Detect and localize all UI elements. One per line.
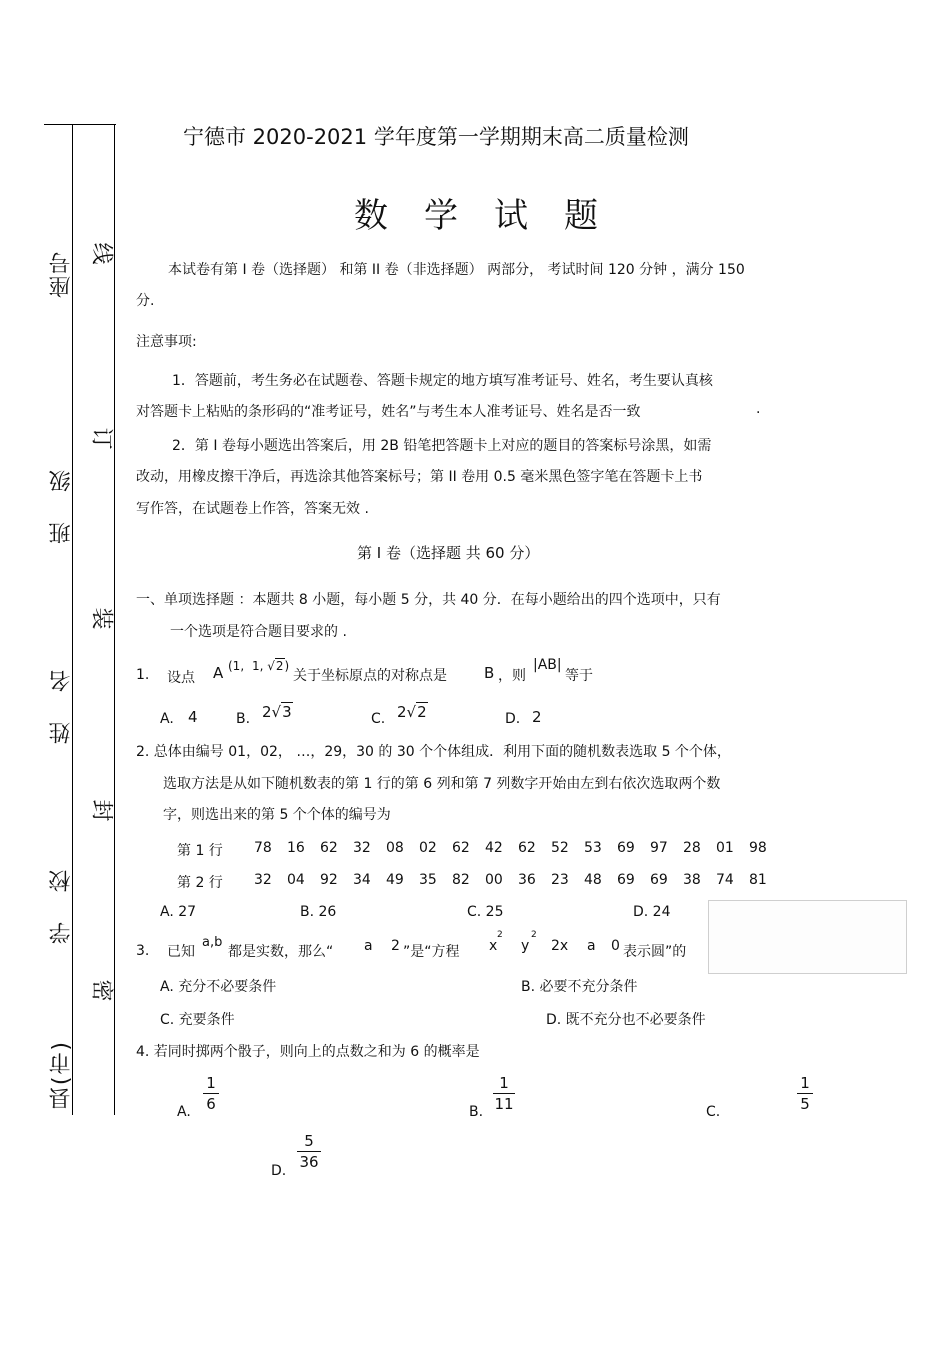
subject-title: 数学试题: [354, 196, 634, 236]
school-label: 学校: [49, 840, 74, 944]
county-label: 县(市): [49, 1040, 74, 1110]
q1-option-c-sqrt: √2: [406, 703, 427, 721]
random-table-row-1: [254, 840, 782, 856]
fraction-bar: [797, 1093, 813, 1094]
q4-line: 4. 若同时掷两个骰子，则向上的点数之和为 6 的概率是: [136, 1044, 480, 1060]
q1-option-d-label: D.: [505, 711, 521, 727]
q1-option-c-value: [397, 703, 428, 721]
margin-top-line: [44, 124, 116, 125]
q3-cond-2: 2: [391, 938, 400, 954]
q4-option-a-fraction: [203, 1074, 219, 1113]
r1-c5: 08: [386, 840, 404, 856]
q1-option-b-root: 3: [282, 703, 292, 721]
q2-option-d: D. 24: [633, 904, 671, 920]
q3-option-a: A. 充分不必要条件: [160, 979, 277, 995]
q1-option-c-label: C.: [371, 711, 386, 727]
q2-line-3: 字，则选出来的第 5 个个体的编号为: [163, 807, 391, 823]
r2-c15: 74: [716, 872, 734, 888]
fraction-bar: [297, 1151, 321, 1152]
r2-c14: 38: [683, 872, 701, 888]
notice-item-1-end: .: [756, 401, 761, 417]
q3-option-d: D. 既不充分也不必要条件: [546, 1012, 706, 1028]
name-label: 姓名: [49, 640, 74, 744]
part1-line-2: 一个选项是符合题目要求的 .: [170, 624, 347, 640]
random-table-row-2-label: 第 2 行: [177, 875, 223, 891]
q3-text-3: 表示圆”的: [623, 944, 687, 960]
random-table-row-2: [254, 872, 782, 888]
q4-c-den: 5: [800, 1095, 810, 1113]
fraction-bar: [493, 1093, 515, 1094]
r1-c9: 62: [518, 840, 536, 856]
q4-option-a-label: A.: [177, 1104, 191, 1120]
q1-option-a-label: A.: [160, 711, 174, 727]
r1-c12: 69: [617, 840, 635, 856]
q3-term: 2x: [551, 938, 569, 954]
q4-d-den: 36: [299, 1153, 319, 1171]
q3-pre: 已知: [167, 944, 195, 960]
q3-option-b: B. 必要不充分条件: [521, 979, 638, 995]
r2-c5: 49: [386, 872, 404, 888]
q1-option-b-value: [262, 703, 293, 721]
q4-option-d-label: D.: [271, 1163, 287, 1179]
q3-number: 3.: [136, 943, 150, 959]
q1-coords-a: (1,: [228, 659, 245, 673]
q1-coords-close: ): [284, 659, 290, 673]
margin-mark-seal: 封: [88, 799, 114, 822]
class-label: 班级: [49, 440, 74, 544]
q3-text-1: 都是实数，那么“: [228, 944, 334, 960]
r1-c11: 53: [584, 840, 602, 856]
section-heading: 第 I 卷（选择题 共 60 分）: [357, 544, 540, 562]
q1-point-a: A: [213, 664, 224, 682]
q1-coords-b: 1,: [251, 659, 264, 673]
r2-c11: 48: [584, 872, 602, 888]
intro-line-1: 本试卷有第 I 卷（选择题） 和第 II 卷（非选择题） 两部分， 考试时间 120 分钟 ，满分 150: [168, 262, 745, 278]
q3-option-c: C. 充要条件: [160, 1012, 235, 1028]
r2-c16: 81: [749, 872, 767, 888]
r1-c10: 52: [551, 840, 569, 856]
q2-option-a: A. 27: [160, 904, 197, 920]
q4-option-d-fraction: [297, 1132, 321, 1171]
q1-pre: 设点: [167, 670, 195, 686]
q1-ab: AB: [537, 657, 557, 673]
q3-y-exp: 2: [531, 930, 537, 940]
exam-title: 宁德市 2020-2021 学年度第一学期期末高二质量检测: [183, 125, 689, 149]
r1-c2: 16: [287, 840, 305, 856]
r1-c4: 32: [353, 840, 371, 856]
faint-watermark-box: [708, 900, 907, 974]
q2-option-b: B. 26: [300, 904, 337, 920]
r1-c16: 98: [749, 840, 767, 856]
q3-a: a: [587, 938, 596, 954]
margin-mark-line: 线: [88, 242, 114, 265]
q1-ab-abs: |AB|: [533, 657, 562, 673]
q4-a-num: 1: [206, 1074, 216, 1092]
q1-option-b-coef: 2: [262, 703, 272, 721]
q2-line-1: 2. 总体由编号 01，02， …，29，30 的 30 个个体组成．利用下面的随机数表选取 5 个个体，: [136, 744, 731, 760]
q1-option-a-value: 4: [188, 708, 198, 726]
r1-c1: 78: [254, 840, 272, 856]
q3-cond-a: a: [364, 938, 373, 954]
q1-number: 1.: [136, 667, 150, 683]
notice-item-2-line-3: 写作答，在试题卷上作答，答案无效 .: [136, 501, 369, 517]
notice-item-2-line-1: 2．第 I 卷每小题选出答案后，用 2B 铅笔把答题卡上对应的题目的答案标号涂黑，如需: [172, 438, 712, 454]
intro-line-2: 分.: [136, 293, 155, 309]
q1-coords-root: 2: [275, 659, 284, 673]
q4-option-c-label: C.: [706, 1104, 721, 1120]
r1-c6: 02: [419, 840, 437, 856]
notice-item-2-line-2: 改动，用橡皮擦干净后，再选涂其他答案标号；第 II 卷用 0.5 毫米黑色签字笔在答题卡上书: [136, 469, 703, 485]
q1-option-c-coef: 2: [397, 703, 407, 721]
random-table-row-1-label: 第 1 行: [177, 843, 223, 859]
margin-mark-mount: 装: [88, 607, 114, 630]
notice-item-1-line-1: 1．答题前，考生务必在试题卷、答题卡规定的地方填写准考证号、姓名，考生要认真核: [172, 373, 713, 389]
r2-c2: 04: [287, 872, 305, 888]
r1-c8: 42: [485, 840, 503, 856]
r1-c14: 28: [683, 840, 701, 856]
q1-option-b-sqrt: √3: [271, 703, 292, 721]
margin-mark-secret: 密: [88, 979, 114, 1002]
r2-c4: 34: [353, 872, 371, 888]
margin-mark-bind: 订: [88, 427, 114, 450]
q1-option-d-value: 2: [532, 708, 542, 726]
q1-point-b: B: [484, 664, 495, 682]
r2-c13: 69: [650, 872, 668, 888]
notice-item-1-line-2: 对答题卡上粘贴的条形码的“准考证号，姓名”与考生本人准考证号、姓名是否一致: [136, 404, 641, 420]
q1-option-c-root: 2: [417, 703, 427, 721]
q4-option-b-label: B.: [469, 1104, 484, 1120]
r2-c1: 32: [254, 872, 272, 888]
q1-coords: [228, 659, 289, 673]
r1-c15: 01: [716, 840, 734, 856]
q3-x: x: [489, 938, 498, 954]
q2-line-2: 选取方法是从如下随机数表的第 1 行的第 6 列和第 7 列数字开始由左到右依次选取两个数: [163, 776, 721, 792]
q4-d-num: 5: [304, 1132, 314, 1150]
q1-then: ，则: [498, 668, 526, 684]
part1-line-1: 一、单项选择题 ：本题共 8 小题，每小题 5 分，共 40 分．在每小题给出的四个选项中，只有: [136, 592, 721, 608]
q1-coords-sqrt: √2: [267, 659, 284, 673]
r2-c6: 35: [419, 872, 437, 888]
r1-c3: 62: [320, 840, 338, 856]
r1-c13: 97: [650, 840, 668, 856]
r2-c3: 92: [320, 872, 338, 888]
q4-option-c-fraction: [797, 1074, 813, 1113]
r1-c7: 62: [452, 840, 470, 856]
r2-c7: 82: [452, 872, 470, 888]
seat-label: 座号: [49, 250, 74, 298]
q4-option-b-fraction: [493, 1074, 515, 1113]
q4-a-den: 6: [206, 1095, 216, 1113]
r2-c10: 23: [551, 872, 569, 888]
r2-c8: 00: [485, 872, 503, 888]
q2-option-c: C. 25: [467, 904, 504, 920]
q3-y: y: [521, 938, 530, 954]
r2-c9: 36: [518, 872, 536, 888]
q3-x-exp: 2: [497, 930, 503, 940]
q1-post: 等于: [565, 668, 593, 684]
notice-heading: 注意事项:: [136, 334, 197, 350]
fraction-bar: [203, 1093, 219, 1094]
q3-zero: 0: [611, 938, 620, 954]
q4-b-den: 11: [494, 1095, 514, 1113]
q1-option-b-label: B.: [236, 711, 251, 727]
q1-mid-text: 关于坐标原点的对称点是: [293, 668, 447, 684]
q3-vars: a,b: [202, 935, 223, 950]
q4-b-num: 1: [499, 1074, 509, 1092]
q3-text-2: ”是“方程: [403, 944, 460, 960]
q4-c-num: 1: [800, 1074, 810, 1092]
r2-c12: 69: [617, 872, 635, 888]
